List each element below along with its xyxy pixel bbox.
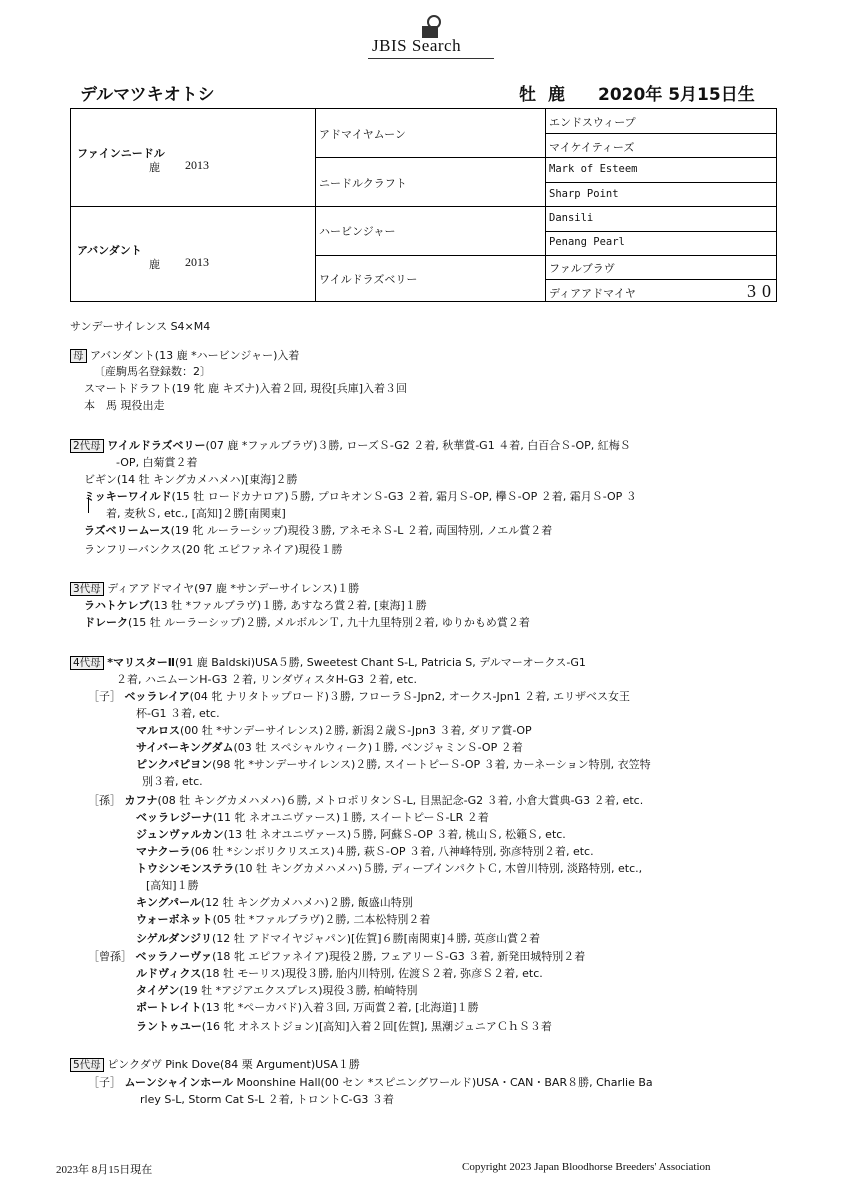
family-line [70, 347, 299, 363]
family-line [94, 363, 211, 379]
line-text: 着, 麦秋Ｓ, etc., [高知]２勝[南関東] [106, 507, 286, 520]
family-line [88, 1074, 653, 1090]
dam-year: 2013 [185, 255, 209, 269]
line-text: ムーンシャインホール Moonshine Hall(00 セン *スピニングワールド)USA・CAN・BAR８勝, Charlie Ba [124, 1076, 653, 1089]
sire-color: 鹿 [149, 161, 160, 174]
g3-name: マイケイティーズ [549, 141, 635, 154]
footer-date: 2023年 8月15日現在 [56, 1164, 153, 1176]
line-text: 本 馬 現役出走 [84, 399, 165, 412]
family-line [70, 580, 359, 596]
horse-name-bold: ドレーク [84, 616, 128, 629]
horse-name-bold: ベッラノーヴァ [135, 950, 213, 963]
jbis-logo [368, 12, 498, 58]
logo-rule [368, 58, 494, 59]
horse-name-bold: ウォーボネット [136, 913, 213, 926]
g2-name: ニードルクラフト [319, 177, 407, 190]
family-line [136, 826, 566, 842]
g2-name: アドマイヤムーン [319, 128, 406, 141]
family-line [70, 437, 631, 453]
horse-birth: 2020年 5月15日生 [598, 85, 755, 105]
horse-name-bold: ワイルドラズベリー [107, 439, 206, 452]
inbreeding: サンデーサイレンス S4×M4 [70, 320, 211, 333]
line-text: カフナ(08 牡 キングカメハメハ)６勝, メトロポリタンＳ-L, 目黒記念-G2 ３着, 小倉大賞典-G3 ２着, etc. [124, 794, 644, 807]
line-text: ポートレイト(13 牝 *ペーカバド)入着３回, 万両賞２着, [北海道]１勝 [136, 1001, 479, 1014]
line-text: 別３着, etc. [142, 775, 203, 788]
family-line [136, 860, 642, 876]
line-text: ジュンヴァルカン(13 牡 ネオユニヴァース)５勝, 阿蘇Ｓ-OP ３着, 桃山Ｓ, 松籟Ｓ, etc. [136, 828, 566, 841]
family-line [136, 809, 489, 825]
line-text: *マリスターⅡ(91 鹿 Baldski)USA５勝, Sweetest Chant S-L, Patricia S, デルマーオークス-G1 [107, 656, 586, 669]
family-line [84, 488, 637, 504]
family-line [84, 541, 342, 557]
family-line [136, 982, 418, 998]
line-text: ベッラレジーナ(11 牝 ネオユニヴァース)１勝, スイートピーＳ-LR ２着 [136, 811, 489, 824]
line-text: シゲルダンジリ(12 牡 アドマイヤジャパン)[佐賀]６勝[南関東]４勝, 英彦山賞２着 [136, 932, 541, 945]
line-text: ビギン(14 牡 キングカメハメハ)[東海]２勝 [84, 473, 298, 486]
line-text: [高知]１勝 [146, 879, 199, 892]
family-line [136, 965, 543, 981]
line-text: rley S-L, Storm Cat S-L ２着, トロントC-G3 ３着 [140, 1093, 394, 1106]
horse-name-bold: ベッラレジーナ [136, 811, 213, 824]
family-line [136, 756, 651, 772]
horse-name-bold: ベッラレイア [124, 690, 190, 703]
family-line [70, 1056, 360, 1072]
horse-name: デルマツキオトシ [80, 85, 215, 105]
line-text: ２着, ハニムーンH-G3 ２着, リンダヴィスタH-G3 ２着, etc. [116, 673, 418, 686]
line-text: ドレーク(15 牡 ルーラーシップ)２勝, メルボルンＴ, 九十九里特別２着, ゆりかもめ賞２着 [84, 616, 530, 629]
family-line [88, 688, 630, 704]
horse-name-bold: ポートレイト [136, 1001, 202, 1014]
horse-name-bold: ミッキーワイルド [84, 490, 172, 503]
sire-name: ファインニードル [77, 147, 165, 160]
horse-name-bold: カフナ [124, 794, 158, 807]
line-text: -OP, 白菊賞２着 [116, 456, 198, 469]
generation-tag: ［子］ [88, 690, 125, 703]
horse-name-bold: *マリスターⅡ [107, 656, 175, 669]
generation-tag: ［子］ [88, 1076, 125, 1089]
generation-tag: 4代母 [70, 656, 104, 670]
horse-name-bold: ルドヴィクス [136, 967, 202, 980]
horse-name-bold: マルロス [136, 724, 180, 737]
family-line [88, 948, 585, 964]
horse-name-bold: シゲルダンジリ [136, 932, 212, 945]
line-text: タイゲン(19 牡 *アジアエクスプレス)現役３勝, 柏崎特別 [136, 984, 418, 997]
family-line [136, 1018, 552, 1034]
sire-year: 2013 [185, 158, 209, 172]
family-line [136, 930, 540, 946]
line-text: アバンダント(13 鹿 *ハービンジャー)入着 [90, 349, 300, 362]
horse-name-bold: ラハトケレブ [84, 599, 150, 612]
line-text: 杯-G1 ３着, etc. [136, 707, 220, 720]
generation-tag: ［曾孫］ [88, 950, 136, 963]
horse-name-bold: ピンクパピヨン [136, 758, 213, 771]
g3-name: Dansili [549, 212, 594, 224]
g3-name: Penang Pearl [549, 236, 625, 248]
dam-color: 鹿 [149, 258, 160, 271]
generation-tag: 5代母 [70, 1058, 104, 1072]
family-line [136, 722, 532, 738]
line-text: ベッラレイア(04 牝 ナリタトップロード)３勝, フローラＳ-Jpn2, オークス-Jpn1 ２着, エリザベス女王 [124, 690, 630, 703]
family-line [142, 773, 203, 789]
g2-name: ワイルドラズベリー [319, 273, 418, 286]
generation-tag: 母 [70, 349, 87, 363]
line-text: サイバーキングダム(03 牡 スペシャルウィーク)１勝, ベンジャミンＳ-OP ２着 [136, 741, 523, 754]
generation-tag: 3代母 [70, 582, 104, 596]
g2-name: ハービンジャー [319, 225, 396, 238]
family-line [136, 894, 413, 910]
family-line [84, 380, 407, 396]
line-text: ラントゥユー(16 牝 オネストジョン)[高知]入着２回[佐賀], 黒潮ジュニアＣｈＳ３着 [136, 1020, 552, 1033]
family-line [84, 597, 427, 613]
line-text: ランフリーバンクス(20 牝 エピファネイア)現役１勝 [84, 543, 343, 556]
line-text: スマートドラフト(19 牝 鹿 キズナ)入着２回, 現役[兵庫]入着３回 [84, 382, 407, 395]
horse-sex: 牡 [519, 85, 536, 105]
bag-icon [408, 14, 448, 38]
line-text: ラズベリームース(19 牝 ルーラーシップ)現役３勝, アネモネＳ-L ２着, 両国特別, ノエル賞２着 [84, 524, 553, 537]
family-line [136, 705, 220, 721]
line-text: 〔産駒馬名登録数：2〕 [94, 365, 211, 378]
g3-name: Sharp Point [549, 188, 619, 200]
g3-name: ディアアドマイヤ [549, 287, 636, 300]
family-line [84, 522, 552, 538]
logo-text: JBIS Search [372, 36, 462, 55]
family-line [116, 671, 417, 687]
line-text: ウォーボネット(05 牡 *ファルブラヴ)２勝, 二本松特別２着 [136, 913, 431, 926]
family-line [106, 505, 286, 521]
family-line [88, 792, 643, 808]
family-line [136, 739, 523, 755]
line-text: ラハトケレブ(13 牡 *ファルブラヴ)１勝, あすなろ賞２着, [東海]１勝 [84, 599, 427, 612]
horse-name-bold: ムーンシャインホール [124, 1076, 234, 1089]
line-text: キングパール(12 牡 キングカメハメハ)２勝, 飯盛山特別 [136, 896, 413, 909]
family-line [84, 397, 165, 413]
line-text: ワイルドラズベリー(07 鹿 *ファルブラヴ)３勝, ローズＳ-G2 ２着, 秋華賞-G1 ４着, 白百合Ｓ-OP, 紅梅Ｓ [107, 439, 631, 452]
pedigree-table [70, 108, 777, 302]
generation-tag: ［孫］ [88, 794, 125, 807]
line-text: ピンクダヴ Pink Dove(84 栗 Argument)USA１勝 [107, 1058, 360, 1071]
line-text: ルドヴィクス(18 牡 モーリス)現役３勝, 胎内川特別, 佐渡Ｓ２着, 弥彦Ｓ２着, etc. [136, 967, 543, 980]
line-text: ミッキーワイルド(15 牡 ロードカナロア)５勝, プロキオンＳ-G3 ２着, 霜月Ｓ-OP, 欅Ｓ-OP ２着, 霜月Ｓ-OP ３ [84, 490, 637, 503]
horse-name-bold: ジュンヴァルカン [136, 828, 224, 841]
line-text: マルロス(00 牡 *サンデーサイレンス)２勝, 新潟２歳Ｓ-Jpn3 ３着, ダリア賞-OP [136, 724, 532, 737]
horse-name-bold: マナクーラ [136, 845, 191, 858]
horse-color: 鹿 [548, 85, 565, 105]
family-line [146, 877, 199, 893]
family-line [84, 471, 298, 487]
line-text: ディアアドマイヤ(97 鹿 *サンデーサイレンス)１勝 [107, 582, 360, 595]
dam-name: アバンダント [77, 244, 142, 257]
horse-name-bold: キングパール [136, 896, 201, 909]
family-line [70, 654, 586, 670]
family-line [116, 454, 198, 470]
horse-name-bold: ラズベリームース [84, 524, 171, 537]
g3-name: ファルブラヴ [549, 262, 615, 275]
family-line [136, 999, 479, 1015]
g3-name: エンドスウィープ [549, 116, 636, 129]
family-line [84, 614, 530, 630]
horse-name-bold: タイゲン [136, 984, 180, 997]
line-text: トウシンモンステラ(10 牡 キングカメハメハ)５勝, ディープインパクトＣ, 木曽川特別, 淡路特別, etc., [136, 862, 643, 875]
horse-name-bold: トウシンモンステラ [136, 862, 235, 875]
horse-name-bold: ラントゥユー [136, 1020, 202, 1033]
line-text: マナクーラ(06 牡 *シンボリクリスエス)４勝, 萩Ｓ-OP ３着, 八神峰特別, 弥彦特別２着, etc. [136, 845, 594, 858]
generation-tag: 2代母 [70, 439, 104, 453]
family-line [136, 911, 430, 927]
family-line [136, 843, 594, 859]
horse-name-bold: サイバーキングダム [136, 741, 234, 754]
g3-name: Mark of Esteem [549, 163, 638, 175]
line-text: ベッラノーヴァ(18 牝 エピファネイア)現役２勝, フェアリーＳ-G3 ３着, 新発田城特別２着 [135, 950, 586, 963]
family-line [140, 1091, 394, 1107]
footer-copyright: Copyright 2023 Japan Bloodhorse Breeders' Association [462, 1161, 711, 1173]
pedigree-number: 30 [747, 281, 777, 301]
line-text: ピンクパピヨン(98 牝 *サンデーサイレンス)２勝, スイートピーＳ-OP ３着, カーネーション特別, 衣笠特 [136, 758, 651, 771]
